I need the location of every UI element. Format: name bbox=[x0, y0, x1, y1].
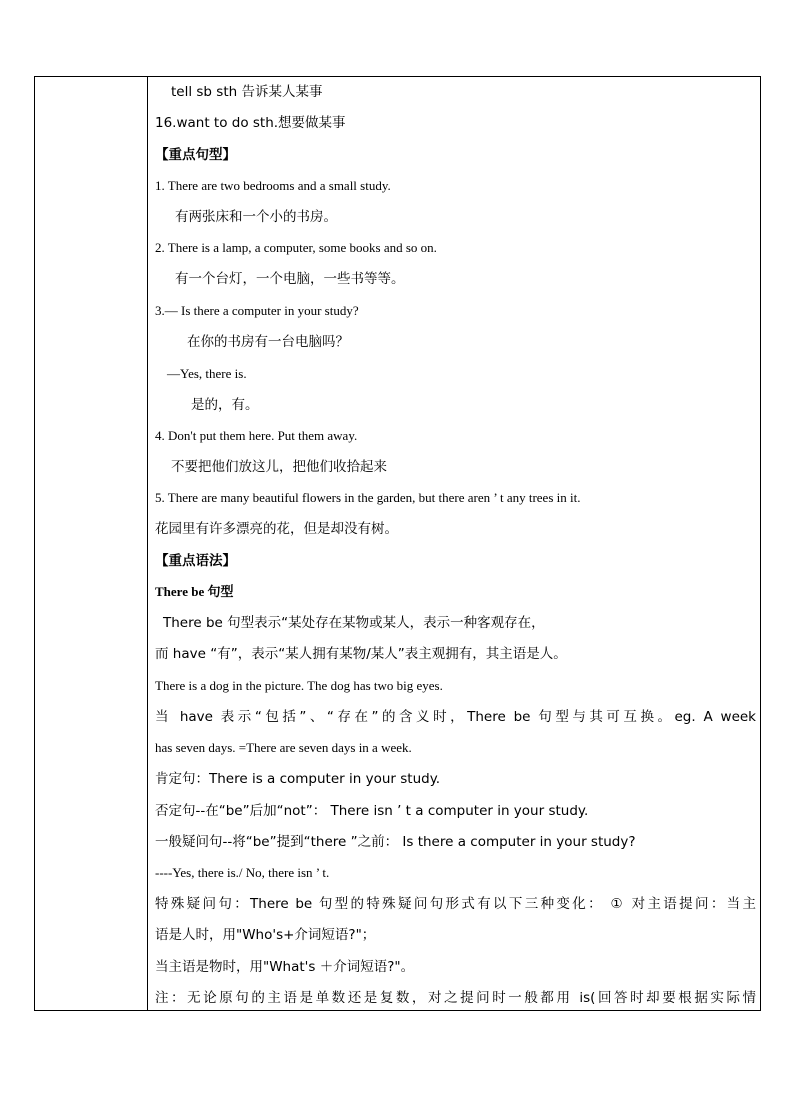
grammar-note: 注：无论原句的主语是单数还是复数，对之提问时一般都用 is(回答时却要根据实际情 bbox=[155, 990, 756, 1006]
grammar-affirmative: 肯定句：There is a computer in your study. bbox=[155, 771, 441, 787]
sentence-cn: 有两张床和一个小的书房。 bbox=[175, 209, 337, 225]
sentence-en: 4. Don't put them here. Put them away. bbox=[155, 428, 358, 443]
sentence-cn: 花园里有许多漂亮的花，但是却没有树。 bbox=[155, 521, 398, 537]
right-column-cell bbox=[148, 77, 760, 1010]
phrase-line: 16.want to do sth.想要做某事 bbox=[155, 115, 346, 131]
grammar-text: 当主语是物时，用"What's ＋介词短语?"。 bbox=[155, 959, 415, 975]
grammar-title: There be 句型 bbox=[155, 584, 234, 599]
sentence-cn: 是的，有。 bbox=[191, 397, 259, 413]
sentence-en: 3.— Is there a computer in your study? bbox=[155, 303, 359, 318]
section-heading-sentences: 【重点句型】 bbox=[155, 147, 236, 163]
grammar-example: There is a dog in the picture. The dog has two big eyes. bbox=[155, 678, 443, 693]
grammar-text: There be 句型表示“某处存在某物或某人，表示一种客观存在， bbox=[163, 615, 545, 631]
grammar-question: 一般疑问句--将“be”提到“there ”之前： Is there a computer in your study? bbox=[155, 834, 636, 850]
sentence-en: 1. There are two bedrooms and a small study. bbox=[155, 178, 391, 193]
section-heading-grammar: 【重点语法】 bbox=[155, 553, 236, 569]
sentence-en: —Yes, there is. bbox=[167, 366, 247, 381]
grammar-text: 当 have 表示“包括”、“存在”的含义时，There be 句型与其可互换。eg. A week bbox=[155, 709, 756, 725]
grammar-text: 而 have “有”，表示“某人拥有某物/某人”表主观拥有，其主语是人。 bbox=[155, 646, 567, 662]
grammar-negative: 否定句--在“be”后加“not”： There isn ’ t a computer in your study. bbox=[155, 803, 589, 819]
sentence-en: 2. There is a lamp, a computer, some books and so on. bbox=[155, 240, 437, 255]
grammar-text: 语是人时，用"Who's+介词短语?"； bbox=[155, 927, 376, 943]
grammar-example: has seven days. =There are seven days in a week. bbox=[155, 740, 412, 755]
sentence-cn: 不要把他们放这儿，把他们收拾起来 bbox=[171, 459, 387, 475]
phrase-line: tell sb sth 告诉某人某事 bbox=[171, 84, 323, 100]
left-column-cell bbox=[35, 77, 148, 1010]
sentence-cn: 有一个台灯，一个电脑，一些书等等。 bbox=[175, 271, 405, 287]
sentence-en: 5. There are many beautiful flowers in the garden, but there aren ’ t any trees in it. bbox=[155, 490, 581, 505]
grammar-special-question: 特殊疑问句：There be 句型的特殊疑问句形式有以下三种变化： ① 对主语提问：当主 bbox=[155, 896, 756, 912]
grammar-answer: ----Yes, there is./ No, there isn ’ t. bbox=[155, 865, 330, 880]
content-table bbox=[34, 76, 761, 1011]
sentence-cn: 在你的书房有一台电脑吗？ bbox=[187, 334, 349, 350]
